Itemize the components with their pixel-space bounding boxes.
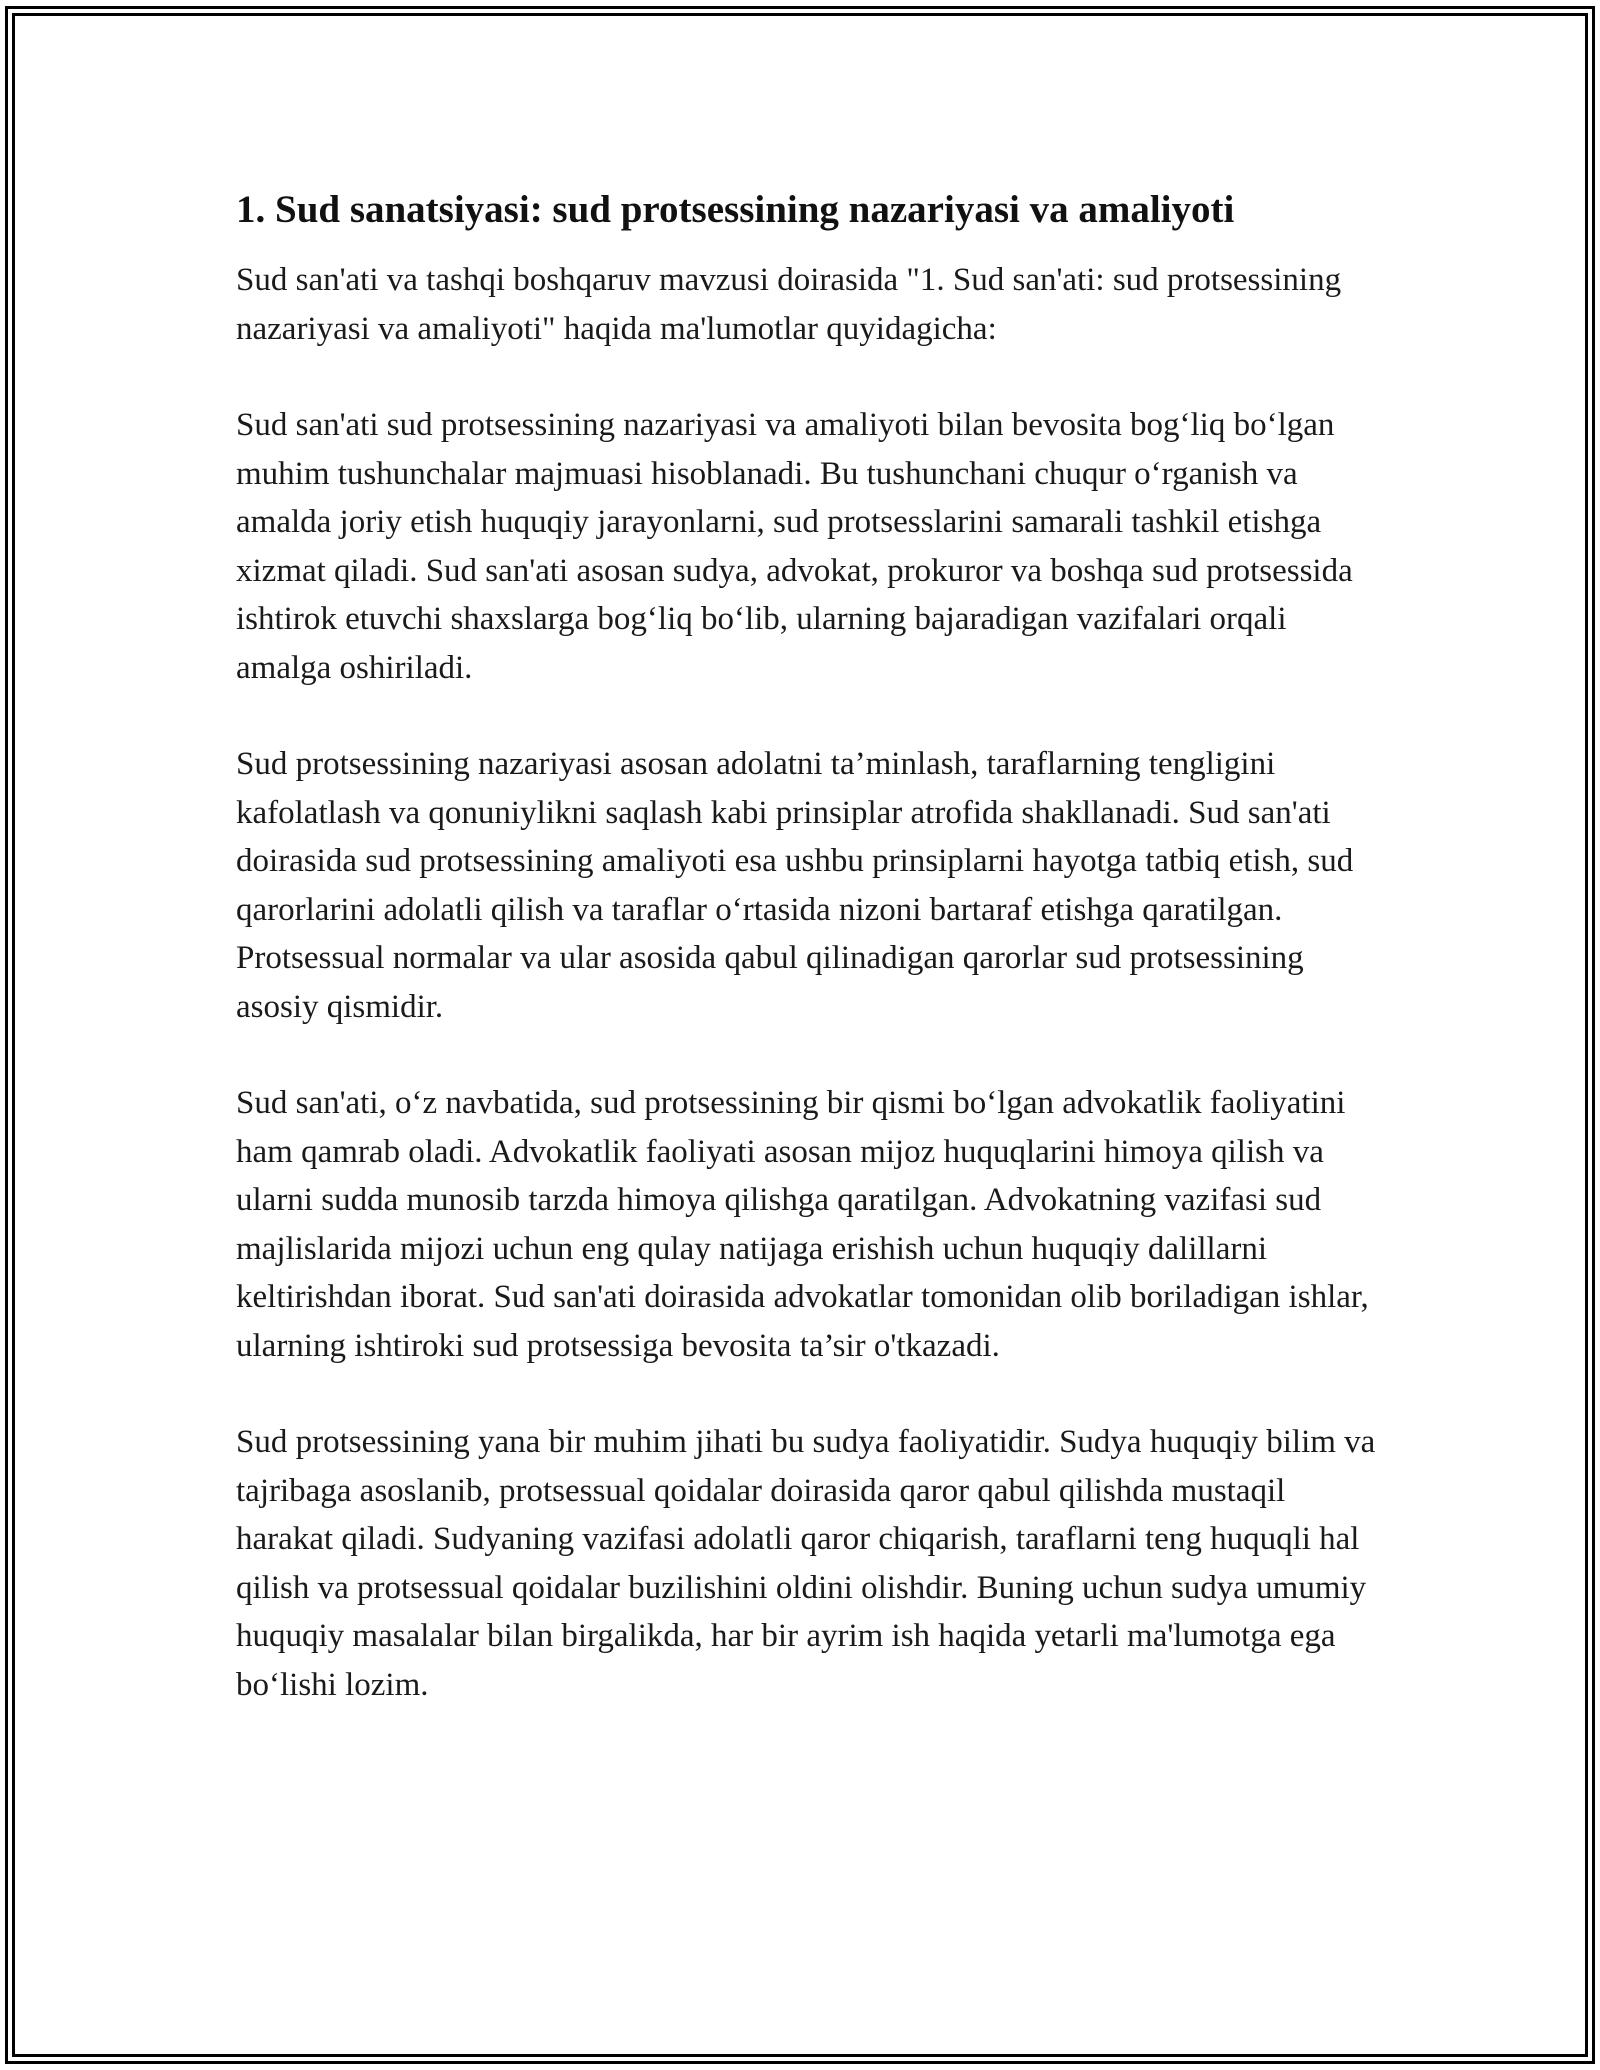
paragraph-advocacy: Sud san'ati, o‘z navbatida, sud protsessining bir qismi bo‘lgan advokatlik faoliyatini ham qamrab oladi. Advokatlik faoliyati asosan mijoz huquqlarini himoya qilish va ularni sudda munosib tarzda himoya qilishga qaratilgan. Advokatning vazifasi sud majlislarida mijozi uchun eng qulay natijaga erishish uchun huquqiy dalillarni keltirishdan iborat. Sud san'ati doirasida advokatlar tomonidan olib boriladigan ishlar, ularning ishtiroki sud protsessiga bevosita ta’sir o'tkazadi. <box>236 1085 1369 1364</box>
document-body <box>236 184 1376 1757</box>
document-title: 1. Sud sanatsiyasi: sud protsessining nazariyasi va amaliyoti <box>236 188 1235 231</box>
paragraph-theory: Sud protsessining nazariyasi asosan adolatni ta’minlash, taraflarning tengligini kafolatlash va qonuniylikni saqlash kabi prinsiplar atrofida shakllanadi. Sud san'ati doirasida sud protsessining amaliyoti esa ushbu prinsiplarni hayotga tatbiq etish, sud qarorlarini adolatli qilish va taraflar o‘rtasida nizoni bartaraf etishga qaratilgan. Protsessual normalar va ular asosida qabul qilinadigan qarorlar sud protsessining asosiy qismidir. <box>236 746 1354 1025</box>
paragraph-intro: Sud san'ati va tashqi boshqaruv mavzusi doirasida "1. Sud san'ati: sud protsessining nazariyasi va amaliyoti" haqida ma'lumotlar quyidagicha: <box>236 262 1342 347</box>
paragraph-judge: Sud protsessining yana bir muhim jihati bu sudya faoliyatidir. Sudya huquqiy bilim va tajribaga asoslanib, protsessual qoidalar doirasida qaror qabul qilishda mustaqil harakat qiladi. Sudyaning vazifasi adolatli qaror chiqarish, taraflarni teng huquqli hal qilish va protsessual qoidalar buzilishini oldini olishdir. Buning uchun sudya umumiy huquqiy masalalar bilan birgalikda, har bir ayrim ish haqida yetarli ma'lumotga ega bo‘lishi lozim. <box>236 1424 1376 1703</box>
paragraph-court-art: Sud san'ati sud protsessining nazariyasi va amaliyoti bilan bevosita bog‘liq bo‘lgan muhim tushunchalar majmuasi hisoblanadi. Bu tushunchani chuqur o‘rganish va amalda joriy etish huquqiy jarayonlarni, sud protsesslarini samarali tashkil etishga xizmat qiladi. Sud san'ati asosan sudya, advokat, prokuror va boshqa sud protsessida ishtirok etuvchi shaxslarga bog‘liq bo‘lib, ularning bajaradigan vazifalari orqali amalga oshiriladi. <box>236 407 1353 686</box>
